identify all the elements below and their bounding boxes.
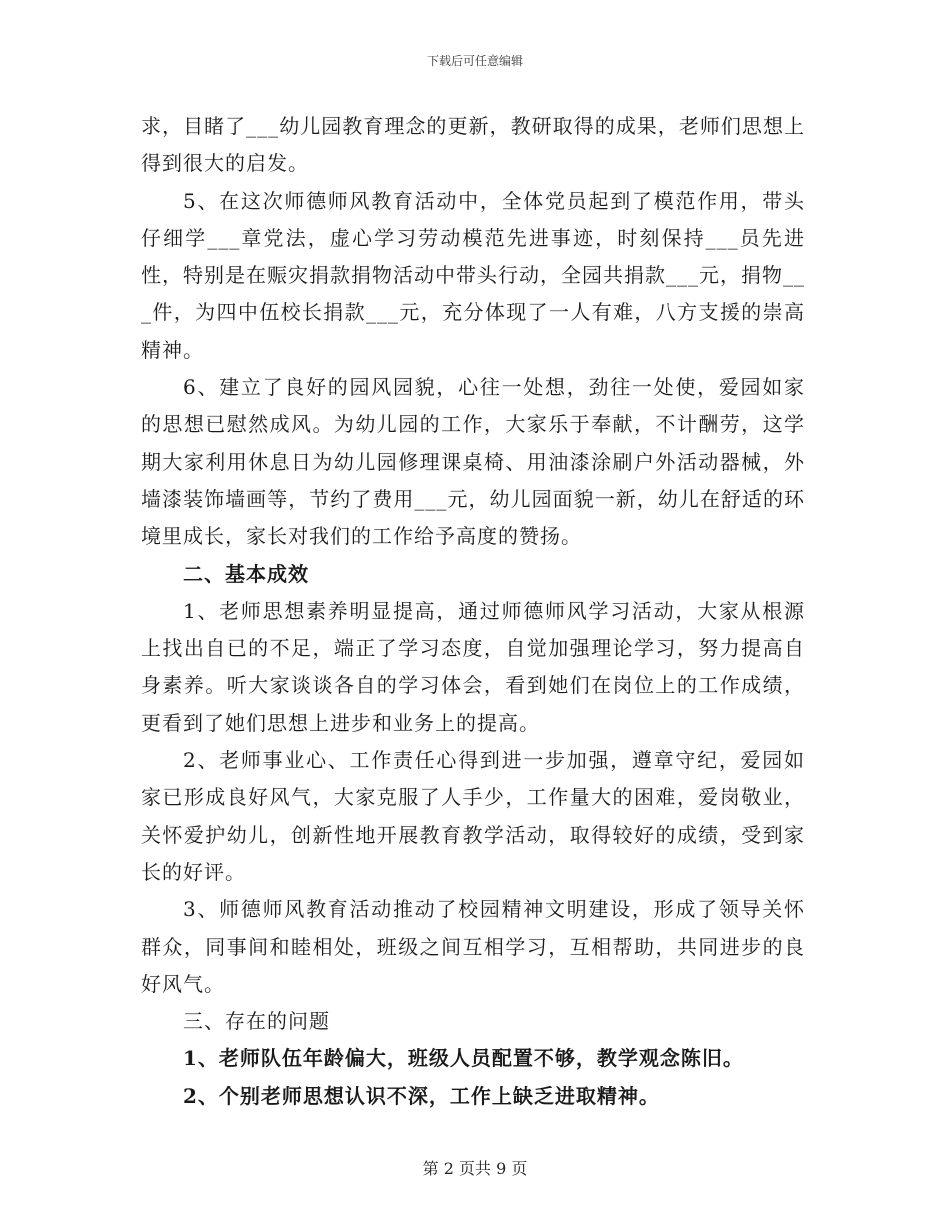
page-footer: 第 2 页共 9 页 [422, 1159, 528, 1178]
document-body [141, 108, 805, 1115]
paragraph-item-6: 6、建立了良好的园风园貌，心往一处想，劲往一处使，爱园如家的思想已慰然成风。为幼儿园的工作，大家乐于奉献，不计酬劳，这学期大家利用休息日为幼儿园修理课桌椅、用油漆涂刷户外活动器械，外墙漆装饰墙画等，节约了费用___元，幼儿园面貌一新，幼儿在舒适的环境里成长，家长对我们的工作给予高度的赞扬。 [141, 375, 805, 549]
paragraph-item-5: 5、在这次师德师风教育活动中，全体党员起到了模范作用，带头仔细学___章党法，虚心学习劳动模范先进事迹，时刻保持___员先进性，特别是在赈灾捐款捐物活动中带头行动，全园共捐款___元，捐物___件，为四中伍校长捐款___元，充分体现了一人有难，八方支援的崇高精神。 [141, 188, 805, 362]
paragraph-continued: 求，目睹了___幼儿园教育理念的更新，教研取得的成果，老师们思想上得到很大的启发。 [141, 114, 805, 176]
problem-item-2: 2、个别老师思想认识不深，工作上缺乏进取精神。 [183, 1083, 660, 1108]
section-heading-problems: 三、存在的问题 [183, 1009, 330, 1034]
problem-item-1: 1、老师队伍年龄偏大，班级人员配置不够，教学观念陈旧。 [183, 1046, 744, 1071]
paragraph-result-1: 1、老师思想素养明显提高，通过师德师风学习活动，大家从根源上找出自已的不足，端正了学习态度，自觉加强理论学习，努力提高自身素养。听大家谈谈各自的学习体会，看到她们在岗位上的工作成绩，更看到了她们思想上进步和业务上的提高。 [141, 598, 805, 735]
paragraph-result-2: 2、老师事业心、工作责任心得到进一步加强，遵章守纪，爱园如家已形成良好风气，大家克服了人手少，工作量大的困难，爱岗敬业，关怀爱护幼儿，创新性地开展教育教学活动，取得较好的成绩，受到家长的好评。 [141, 748, 805, 884]
section-heading-basic-results: 二、基本成效 [183, 561, 309, 586]
page-header: 下载后可任意编辑 [426, 54, 523, 68]
paragraph-result-3: 3、师德师风教育活动推动了校园精神文明建设，形成了领导关怀群众，同事间和睦相处，班级之间互相学习，互相帮助，共同进步的良好风气。 [141, 897, 805, 996]
